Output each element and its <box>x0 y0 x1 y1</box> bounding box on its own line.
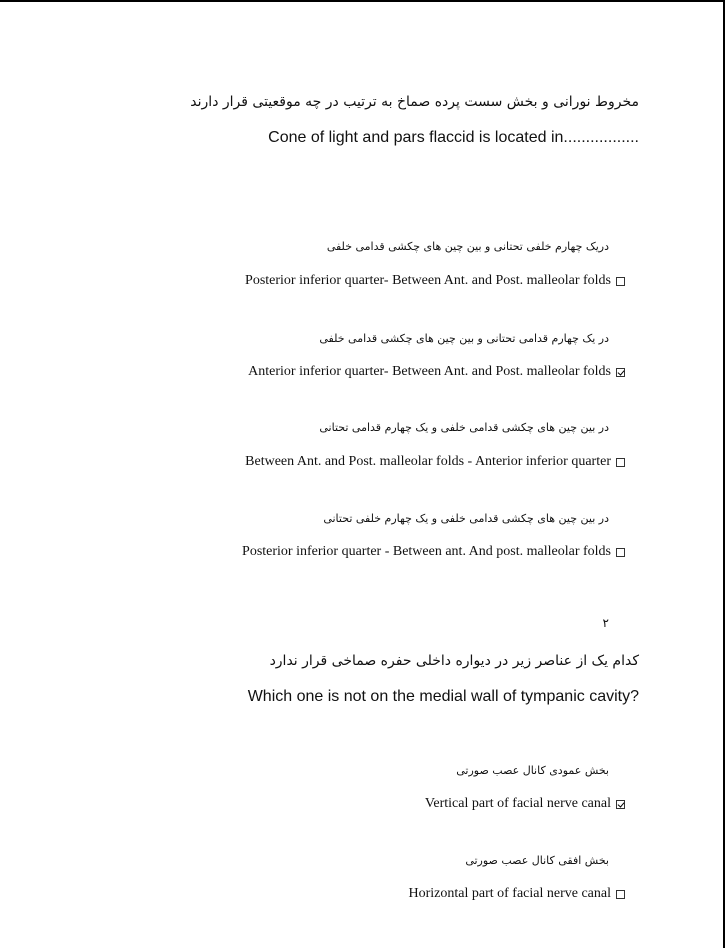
q1-option-4[interactable] <box>242 544 625 560</box>
question-2-text-en: Which one is not on the medial wall of tympanic cavity? <box>247 688 639 705</box>
q2-option-1-checkbox[interactable] <box>616 800 625 809</box>
q2-option-2-checkbox[interactable] <box>616 890 625 899</box>
q2-option-2-fa: بخش افقی کانال عصب صورتی <box>465 854 609 867</box>
q2-option-1[interactable] <box>425 796 625 812</box>
q1-option-3-label: Between Ant. and Post. malleolar folds - Anterior inferior quarter <box>245 454 611 469</box>
question-2-text-fa: کدام یک از عناصر زیر در دیواره داخلی حفره صماخی قرار ندارد <box>269 653 639 669</box>
q2-option-2[interactable] <box>408 886 625 902</box>
q1-option-1-fa: دریک چهارم خلفی تحتانی و بین چین های چکشی قدامی خلفی <box>326 240 609 253</box>
q1-option-3-checkbox[interactable] <box>616 458 625 467</box>
q2-option-1-fa: بخش عمودی کانال عصب صورتی <box>456 764 609 777</box>
q1-option-4-label: Posterior inferior quarter - Between ant. And post. malleolar folds <box>242 544 611 559</box>
question-1-text-en: Cone of light and pars flaccid is located in................. <box>268 129 639 146</box>
q1-option-3[interactable] <box>245 454 625 470</box>
q1-option-4-fa: در بین چین های چکشی قدامی خلفی و یک چهارم خلفی تحتانی <box>323 512 609 525</box>
q1-option-2-fa: در یک چهارم قدامی تحتانی و بین چین های چکشی قدامی خلفی <box>319 332 609 345</box>
q1-option-1-checkbox[interactable] <box>616 277 625 286</box>
q2-option-1-label: Vertical part of facial nerve canal <box>424 796 611 811</box>
question-1-text-fa: مخروط نورانی و بخش سست پرده صماخ به ترتیب در چه موقعیتی قرار دارند <box>190 94 639 110</box>
q1-option-1[interactable] <box>245 273 625 289</box>
q1-option-4-checkbox[interactable] <box>616 548 625 557</box>
question-2-number: ۲ <box>602 616 609 630</box>
q1-option-1-label: Posterior inferior quarter- Between Ant. and Post. malleolar folds <box>245 273 611 288</box>
q1-option-2[interactable] <box>248 364 625 380</box>
q1-option-2-label: Anterior inferior quarter- Between Ant. and Post. malleolar folds <box>248 364 611 379</box>
q1-option-2-checkbox[interactable] <box>616 368 625 377</box>
q1-option-3-fa: در بین چین های چکشی قدامی خلفی و یک چهارم قدامی تحتانی <box>319 421 609 434</box>
q2-option-2-label: Horizontal part of facial nerve canal <box>408 886 611 901</box>
